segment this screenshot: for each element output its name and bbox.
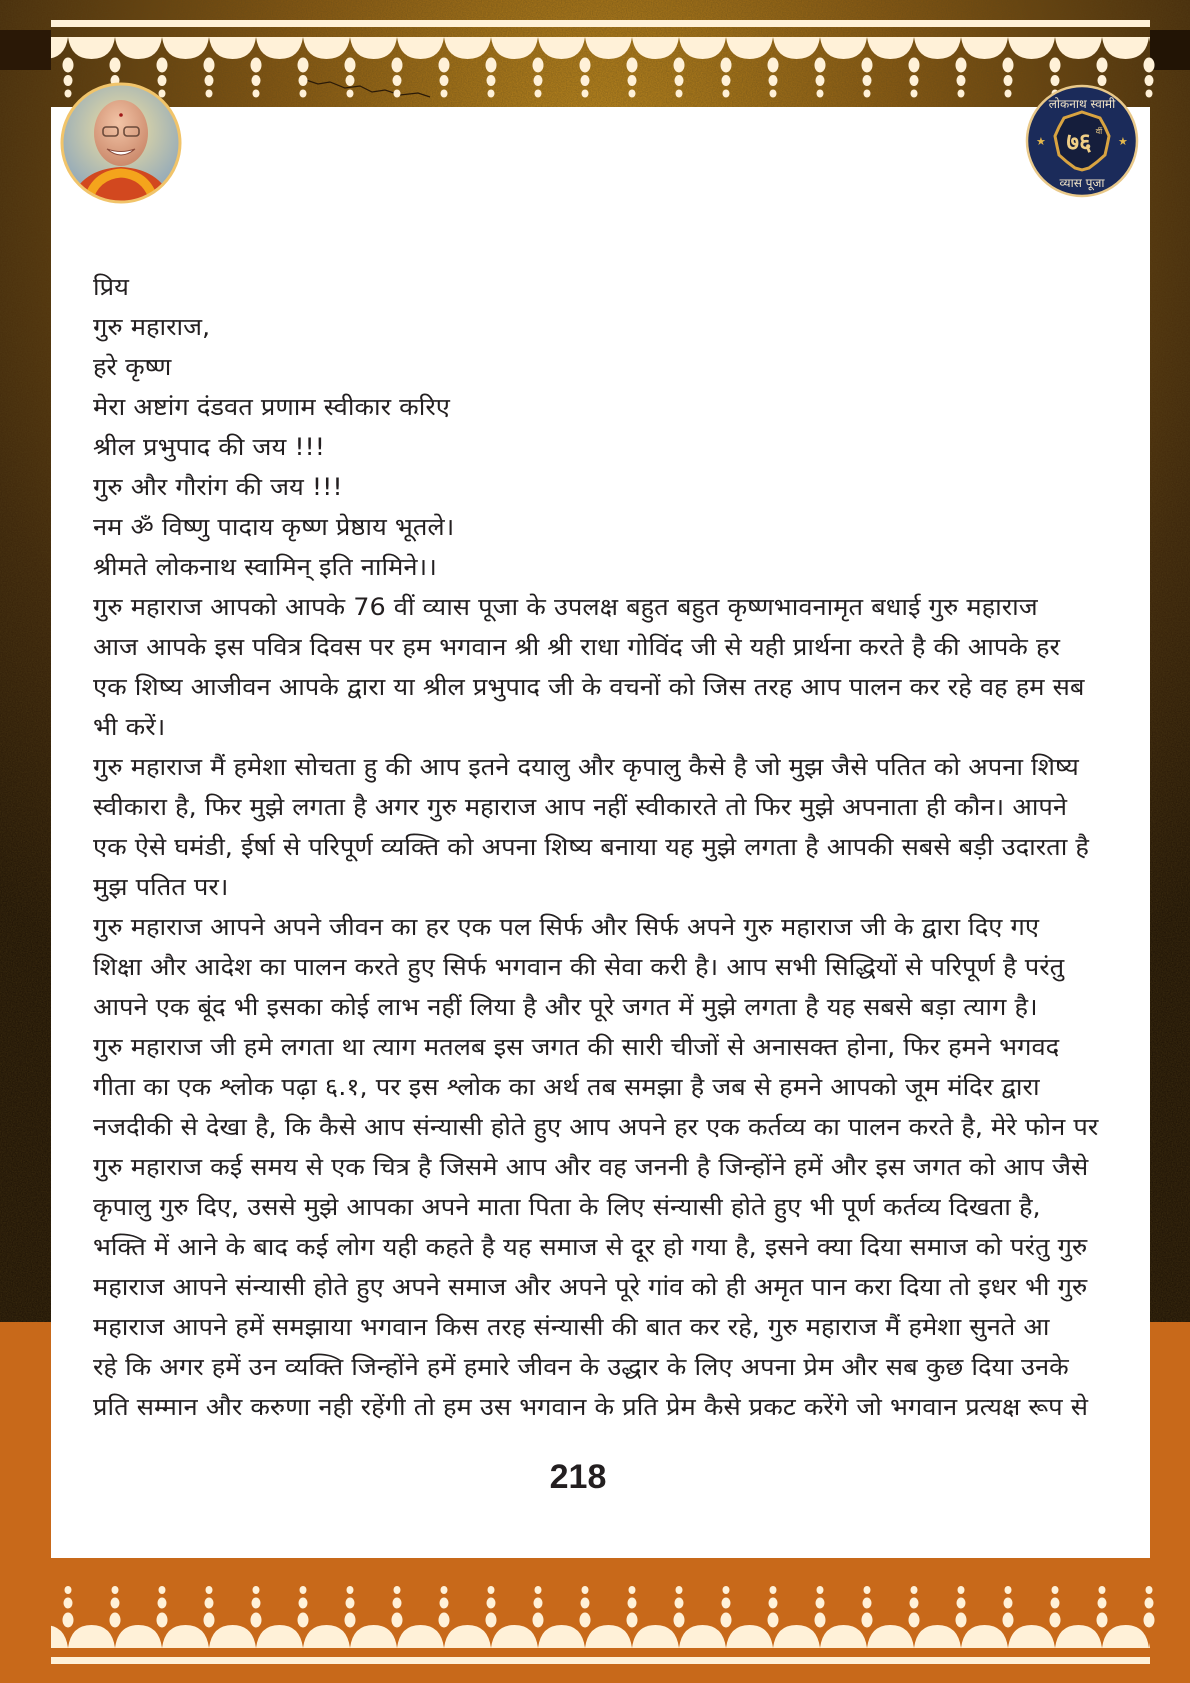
- logo-number: ७६: [1066, 128, 1092, 156]
- letter-line: आज आपके इस पवित्र दिवस पर हम भगवान श्री श्री राधा गोविंद जी से यही प्रार्थना करते है की आपके हर: [93, 633, 1060, 661]
- letter-line: शिक्षा और आदेश का पालन करते हुए सिर्फ भगवान की सेवा करी है। आप सभी सिद्धियों से परिपूर्ण है परंतु: [93, 953, 1065, 981]
- letter-line: कृपालु गुरु दिए, उससे मुझे आपका अपने माता पिता के लिए संन्यासी होते हुए भी पूर्ण कर्तव्य दिखता है,: [93, 1193, 1041, 1221]
- letter-line: मुझ पतित पर।: [93, 873, 229, 901]
- page-number: 218: [549, 1458, 607, 1496]
- letter-line: गुरु महाराज कई समय से एक चित्र है जिसमे आप और वह जननी है जिन्होंने हमें और इस जगत को आप जैसे: [93, 1153, 1089, 1181]
- logo-superscript: वीं: [1095, 127, 1103, 136]
- letter-line: गीता का एक श्लोक पढ़ा ६.१, पर इस श्लोक का अर्थ तब समझा है जब से हमने आपको जूम मंदिर द्वारा: [93, 1073, 1040, 1101]
- vyasa-puja-76-logo: [1025, 84, 1139, 198]
- star-icon: ★: [1036, 135, 1046, 148]
- letter-line: भी करें।: [93, 713, 166, 741]
- letter-line: प्रिय: [93, 273, 129, 301]
- logo-top-text: लोकनाथ स्वामी: [1048, 97, 1116, 111]
- guru-portrait-icon: [59, 81, 183, 205]
- letter-line: गुरु महाराज आपने अपने जीवन का हर एक पल सिर्फ और सिर्फ अपने गुरु महाराज जी के द्वारा दिए गए: [93, 913, 1039, 941]
- letter-line: गुरु और गौरांग की जय !!!: [93, 473, 343, 501]
- letter-line: गुरु महाराज जी हमे लगता था त्याग मतलब इस जगत की सारी चीजों से अनासक्त होना, फिर हमने भगवद: [93, 1033, 1060, 1061]
- logo-bottom-text: व्यास पूजा: [1059, 176, 1105, 190]
- letter-body: [93, 267, 1103, 1427]
- letter-line: नजदीकी से देखा है, कि कैसे आप संन्यासी होते हुए आप अपने हर एक कर्तव्य का पालन करते है, मेरे फोन पर: [93, 1113, 1099, 1141]
- letter-line: गुरु महाराज आपको आपके 76 वीं व्यास पूजा के उपलक्ष बहुत बहुत कृष्णभावनामृत बधाई गुरु महाराज: [93, 593, 1038, 621]
- letter-line: महाराज आपने हमें समझाया भगवान किस तरह संन्यासी की बात कर रहे, गुरु महाराज मैं हमेशा सुनते आ: [93, 1313, 1050, 1341]
- letter-line: महाराज आपने संन्यासी होते हुए अपने समाज और अपने पूरे गांव को ही अमृत पान करा दिया तो इधर भी गुरु: [93, 1273, 1088, 1301]
- letter-line: प्रति सम्मान और करुणा नही रहेंगी तो हम उस भगवान के प्रति प्रेम कैसे प्रकट करेंगे जो भगवान प्रत्यक्ष रूप से: [93, 1393, 1088, 1421]
- letter-line: हरे कृष्ण: [93, 353, 172, 381]
- letter-line: नम ॐ विष्णु पादाय कृष्ण प्रेष्ठाय भूतले।: [93, 513, 455, 541]
- letter-line: श्रीमते लोकनाथ स्वामिन् इति नामिने।।: [93, 553, 437, 581]
- letter-line: रहे कि अगर हमें उन व्यक्ति जिन्होंने हमें हमारे जीवन के उद्धार के लिए अपना प्रेम और सब कुछ दिया उनके: [93, 1353, 1069, 1381]
- letter-line: एक शिष्य आजीवन आपके द्वारा या श्रील प्रभुपाद जी के वचनों को जिस तरह आप पालन कर रहे वह हम सब: [93, 673, 1085, 701]
- letter-line: गुरु महाराज मैं हमेशा सोचता हु की आप इतने दयालु और कृपालु कैसे है जो मुझ जैसे पतित को अपना शिष्य: [93, 753, 1079, 781]
- star-icon: ★: [1118, 135, 1128, 148]
- logo-emblem-icon: [1025, 84, 1139, 198]
- letter-line: भक्ति में आने के बाद कई लोग यही कहते है यह समाज से दूर हो गया है, इसने क्या दिया समाज को परंतु गुरु: [93, 1233, 1088, 1261]
- letter-line: स्वीकारा है, फिर मुझे लगता है अगर गुरु महाराज आप नहीं स्वीकारते तो फिर मुझे अपनाता ही कौन। आपने: [93, 793, 1068, 821]
- letter-line: गुरु महाराज,: [93, 313, 211, 341]
- letter-line: श्रील प्रभुपाद की जय !!!: [93, 433, 326, 461]
- letter-line: आपने एक बूंद भी इसका कोई लाभ नहीं लिया है और पूरे जगत में मुझे लगता है यह सबसे बड़ा त्याग है।: [93, 993, 1038, 1021]
- letter-line: एक ऐसे घमंडी, ईर्षा से परिपूर्ण व्यक्ति को अपना शिष्य बनाया यह मुझे लगता है आपकी सबसे बड़ी उदारता है: [93, 833, 1089, 861]
- letter-line: मेरा अष्टांग दंडवत प्रणाम स्वीकार करिए: [93, 393, 450, 421]
